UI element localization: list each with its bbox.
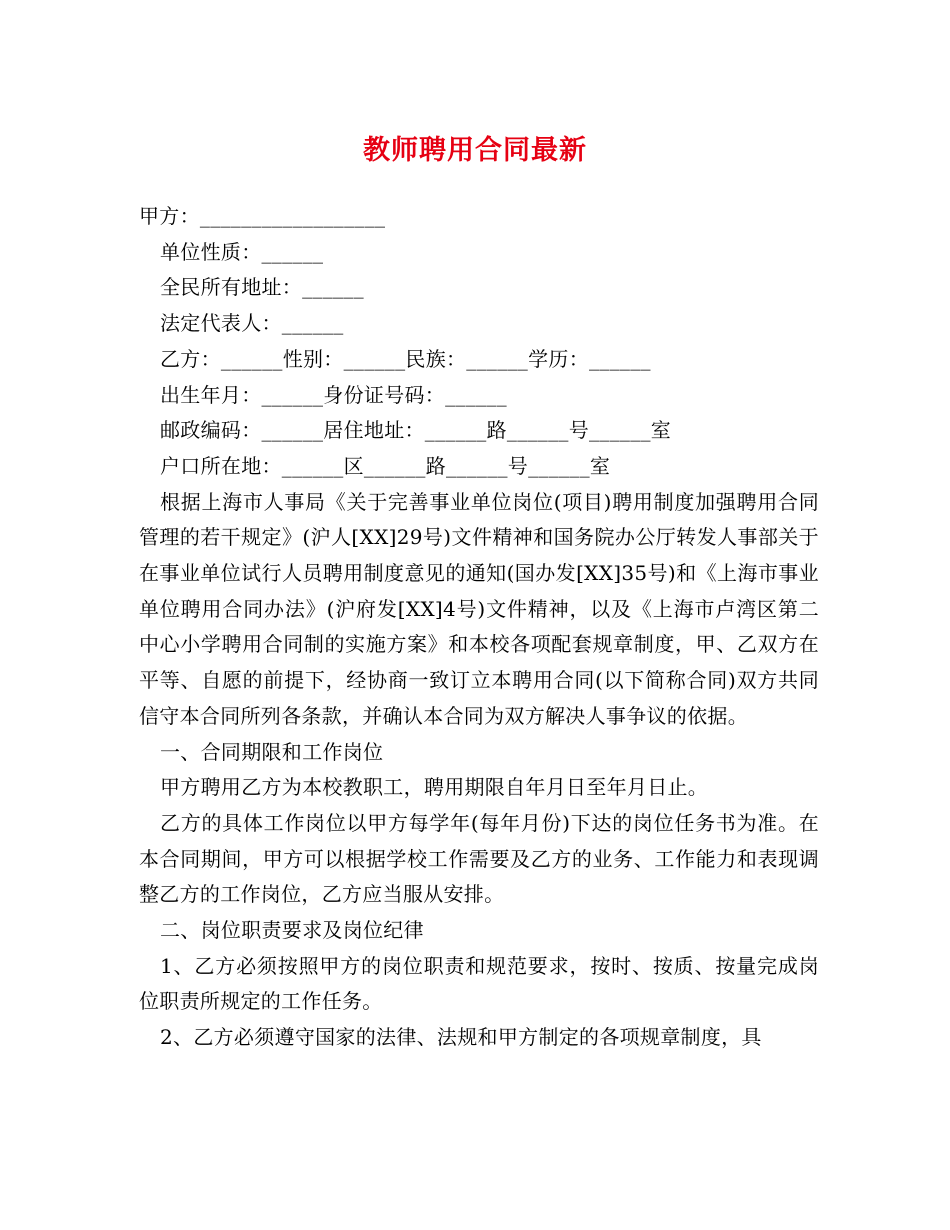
document-body [139,199,819,1056]
party-b-line: 乙方：______性别：______民族：______学历：______ [160,346,651,371]
birth-line: 出生年月：______身份证号码：______ [160,382,507,407]
section-1-paragraph-2: 乙方的具体工作岗位以甲方每学年(每年月份)下达的岗位任务书为准。在本合同期间，甲方可以根据学校工作需要及乙方的业务、工作能力和表现调整乙方的工作岗位，乙方应当服从安排。 [139,810,819,907]
hukou-line: 户口所在地：______区______路______号______室 [160,453,611,478]
address-line: 全民所有地址：______ [160,275,364,300]
party-a-line: 甲方：__________________ [139,204,386,228]
unit-nature-line: 单位性质：______ [160,239,324,264]
section-2-item-1: 1、乙方必须按照甲方的岗位职责和规范要求，按时、按质、按量完成岗位职责所规定的工作任务。 [139,953,819,1014]
postal-line: 邮政编码：______居住地址：______路______号______室 [160,418,672,443]
section-1-heading: 一、合同期限和工作岗位 [160,739,384,764]
section-2-item-2: 2、乙方必须遵守国家的法律、法规和甲方制定的各项规章制度，具 [160,1025,762,1050]
section-1-paragraph-1: 甲方聘用乙方为本校教职工，聘用期限自年月日至年月日止。 [160,775,709,800]
legal-rep-line: 法定代表人：______ [160,311,344,336]
intro-paragraph: 根据上海市人事局《关于完善事业单位岗位(项目)聘用制度加强聘用合同管理的若干规定》(沪人[XX]29号)文件精神和国务院办公厅转发人事部关于在事业单位试行人员聘用制度意见的通知(国办发[XX]35号)和《上海市事业单位聘用合同办法》(沪府发[XX]4号)文件精神，以及《上海市卢湾区第二中心小学聘用合同制的实施方案》和本校各项配套规章制度，甲、乙双方在平等、自愿的前提下，经协商一致订立本聘用合同(以下简称合同)双方共同信守本合同所列各条款，并确认本合同为双方解决人事争议的依据。 [139,489,819,728]
section-2-heading: 二、岗位职责要求及岗位纪律 [160,918,424,943]
document-title: 教师聘用合同最新 [363,135,587,166]
